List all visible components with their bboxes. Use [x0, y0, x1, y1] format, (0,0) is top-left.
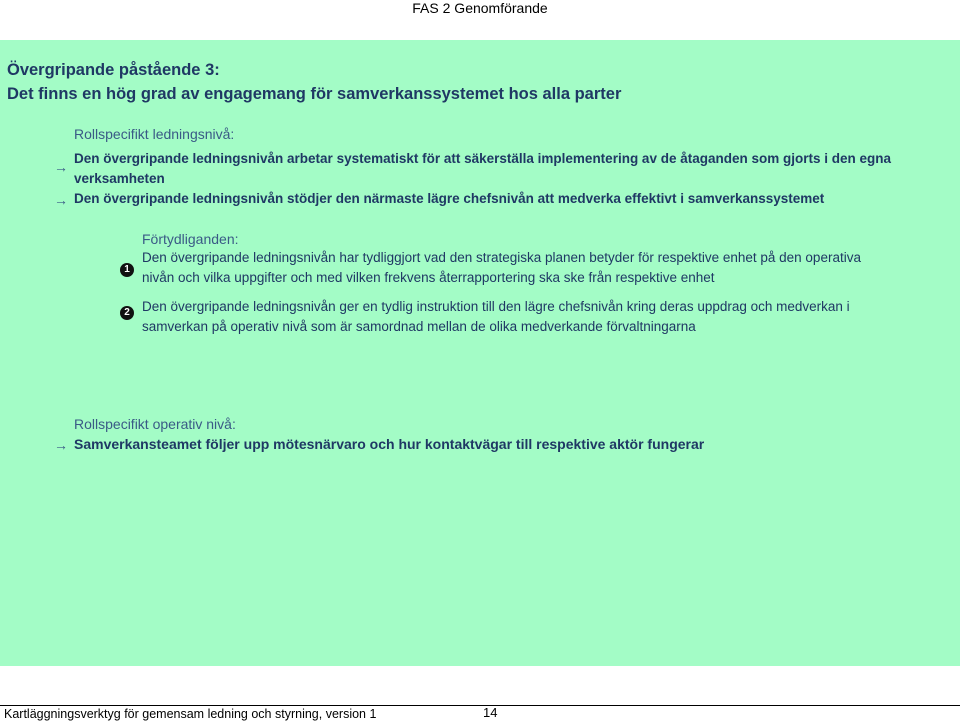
- numbered-circle-icon: 1: [120, 263, 134, 277]
- page-number: 14: [483, 705, 498, 720]
- management-item-1-line-1: Den övergripande ledningsnivån arbetar systematiskt för att säkerställa implementering av de åtaganden som gjorts i den egna: [74, 151, 891, 166]
- management-level-label: Rollspecifikt ledningsnivå:: [74, 126, 235, 142]
- page-header-title: FAS 2 Genomförande: [412, 0, 548, 16]
- operative-level-label: Rollspecifikt operativ nivå:: [74, 416, 236, 432]
- management-item-1-line-2: verksamheten: [74, 171, 165, 186]
- numbered-circle-icon: 2: [120, 306, 134, 320]
- content-panel: [0, 40, 960, 666]
- statement-line-1: Övergripande påstående 3:: [7, 61, 220, 79]
- clarification-2-line-2: samverkan på operativ nivå som är samordnad mellan de olika medverkande förvaltningarna: [142, 319, 696, 334]
- management-item-2-line-1: Den övergripande ledningsnivån stödjer den närmaste lägre chefsnivån att medverka effektivt i samverkanssystemet: [74, 191, 825, 206]
- right-arrow-icon: →: [54, 437, 68, 453]
- right-arrow-icon: →: [54, 192, 68, 208]
- right-arrow-icon: →: [54, 159, 68, 175]
- clarifications-label: Förtydliganden:: [142, 231, 239, 247]
- clarification-1-line-1: Den övergripande ledningsnivån har tydliggjort vad den strategiska planen betyder för respektive enhet på den operativa: [142, 250, 861, 265]
- operative-item-1-line-1: Samverkansteamet följer upp mötesnärvaro och hur kontaktvägar till respektive aktör fungerar: [74, 436, 705, 452]
- clarification-2-line-1: Den övergripande ledningsnivån ger en tydlig instruktion till den lägre chefsnivån kring deras uppdrag och medverkan i: [142, 299, 850, 314]
- footer-divider: [0, 705, 960, 706]
- statement-line-2: Det finns en hög grad av engagemang för samverkanssystemet hos alla parter: [7, 85, 622, 103]
- footer-text: Kartläggningsverktyg för gemensam ledning och styrning, version 1: [4, 707, 377, 721]
- clarification-1-line-2: nivån och vilka uppgifter och med vilken frekvens återrapportering ska ske från respektive enhet: [142, 270, 715, 285]
